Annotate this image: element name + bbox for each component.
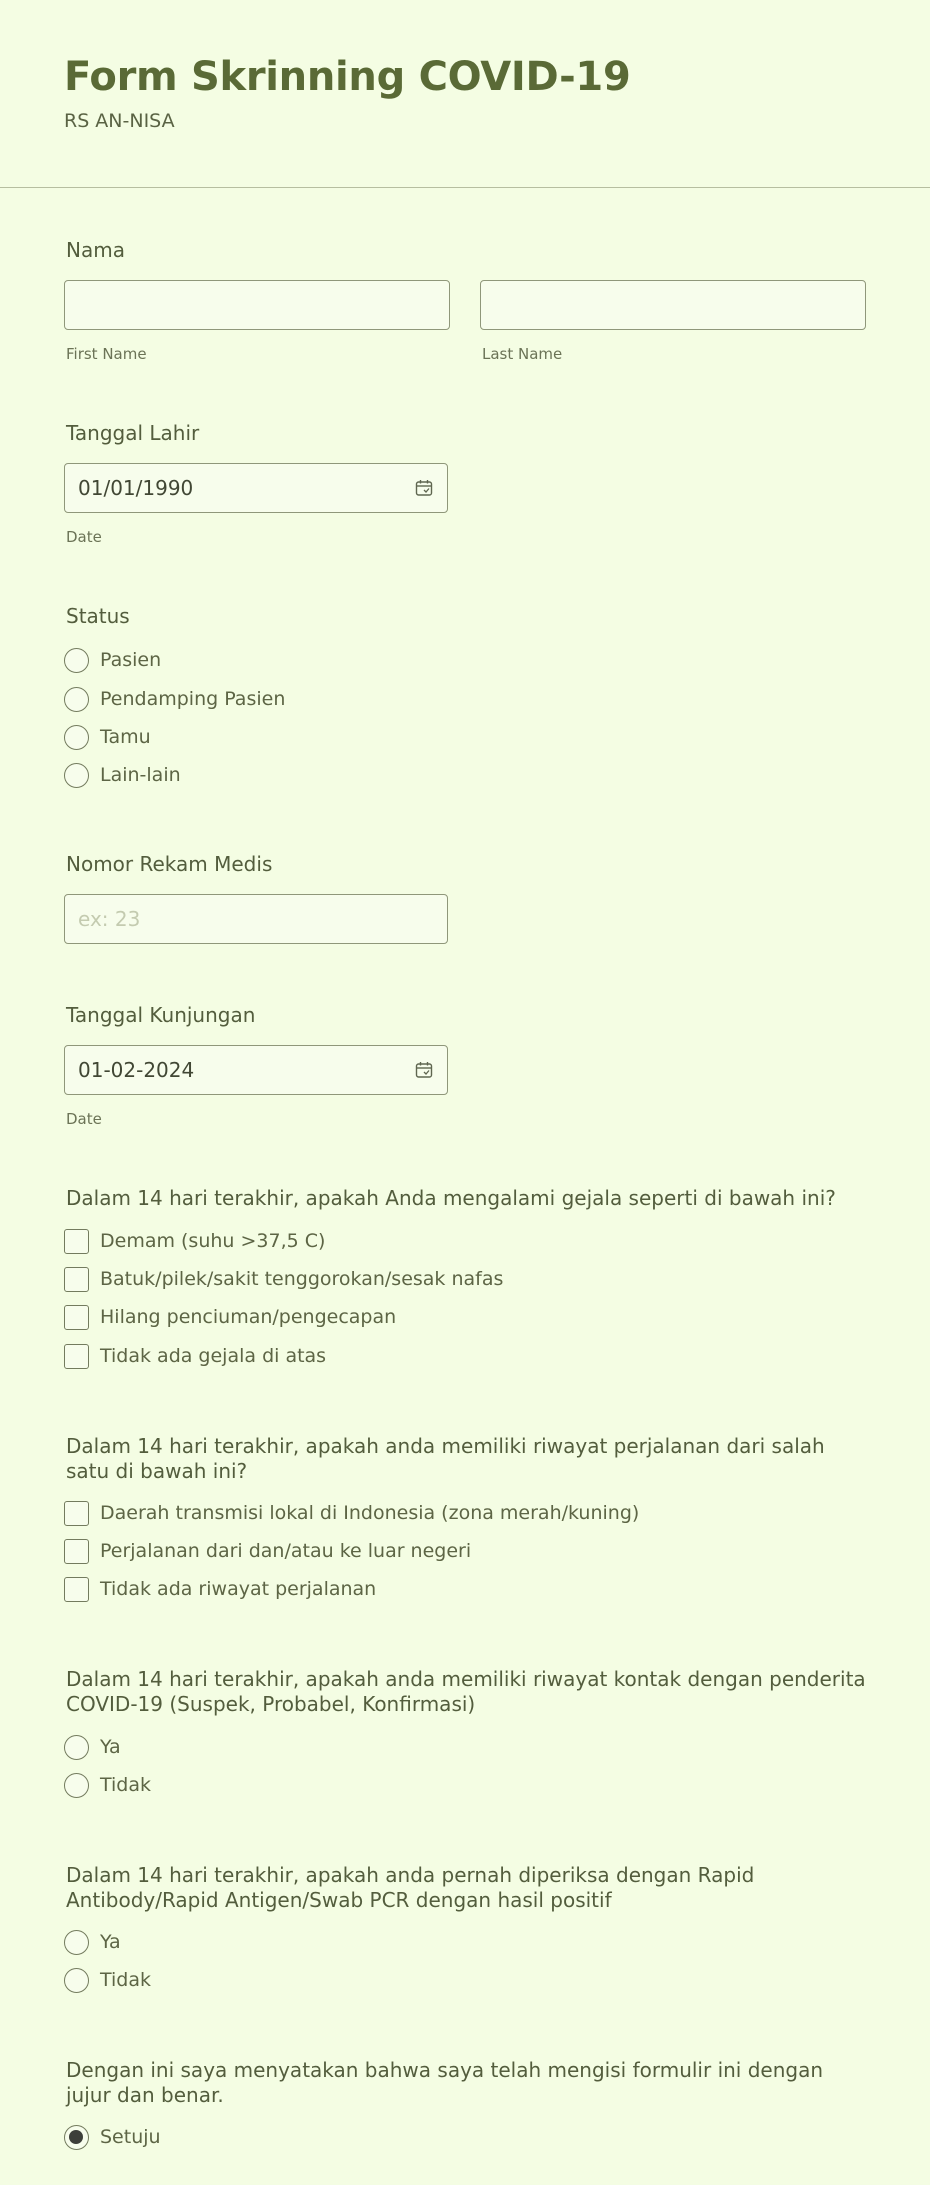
option-label: Tidak ada riwayat perjalanan <box>100 1578 377 1600</box>
test-option-ya[interactable] <box>64 1929 121 1955</box>
contact-option-tidak[interactable] <box>64 1772 151 1798</box>
radio-button[interactable] <box>64 1968 89 1993</box>
calendar-icon[interactable] <box>415 1061 433 1079</box>
radio-button[interactable] <box>64 648 89 673</box>
radio-button[interactable] <box>64 1735 89 1760</box>
option-label: Pasien <box>100 649 162 671</box>
birth-date-value: 01/01/1990 <box>78 476 194 500</box>
symptom-option-penciuman[interactable] <box>64 1304 396 1330</box>
status-option-pendamping[interactable] <box>64 686 285 712</box>
radio-button[interactable] <box>64 1930 89 1955</box>
option-label: Setuju <box>100 2126 161 2148</box>
option-label: Tidak ada gejala di atas <box>100 1345 327 1367</box>
status-label: Status <box>66 604 130 628</box>
first-name-sublabel: First Name <box>66 345 147 363</box>
last-name-sublabel: Last Name <box>482 345 563 363</box>
radio-button[interactable] <box>64 763 89 788</box>
radio-button-selected[interactable] <box>64 2125 89 2150</box>
travel-question: Dalam 14 hari terakhir, apakah anda memiliki riwayat perjalanan dari salah satu di bawah ini? <box>66 1434 825 1483</box>
symptom-option-demam[interactable] <box>64 1228 325 1254</box>
form-header <box>0 0 930 188</box>
option-label: Lain-lain <box>100 764 181 786</box>
option-label: Ya <box>100 1736 121 1758</box>
name-label: Nama <box>66 238 125 262</box>
option-label: Tamu <box>100 726 151 748</box>
contact-option-ya[interactable] <box>64 1734 121 1760</box>
checkbox[interactable] <box>64 1501 89 1526</box>
visit-date-label: Tanggal Kunjungan <box>66 1003 256 1027</box>
travel-option-luar-negeri[interactable] <box>64 1538 471 1564</box>
symptoms-question: Dalam 14 hari terakhir, apakah Anda mengalami gejala seperti di bawah ini? <box>66 1186 836 1210</box>
visit-date-value: 01-02-2024 <box>78 1058 195 1082</box>
visit-date-input[interactable] <box>64 1045 448 1095</box>
travel-option-tidak-ada[interactable] <box>64 1576 376 1602</box>
last-name-input[interactable] <box>480 280 866 330</box>
symptom-option-tidak-ada[interactable] <box>64 1343 326 1369</box>
option-label: Hilang penciuman/pengecapan <box>100 1306 397 1328</box>
option-label: Ya <box>100 1931 121 1953</box>
checkbox[interactable] <box>64 1344 89 1369</box>
travel-option-lokal[interactable] <box>64 1500 639 1526</box>
first-name-input[interactable] <box>64 280 450 330</box>
page-title: Form Skrinning COVID-19 <box>64 54 631 100</box>
option-label: Perjalanan dari dan/atau ke luar negeri <box>100 1540 472 1562</box>
radio-button[interactable] <box>64 1773 89 1798</box>
checkbox[interactable] <box>64 1577 89 1602</box>
radio-button[interactable] <box>64 725 89 750</box>
test-question: Dalam 14 hari terakhir, apakah anda pernah diperiksa dengan Rapid Antibody/Rapid Antigen/Swab PCR dengan hasil positif <box>66 1863 755 1912</box>
option-label: Demam (suhu >37,5 C) <box>100 1230 326 1252</box>
symptom-option-batuk[interactable] <box>64 1266 503 1292</box>
checkbox[interactable] <box>64 1305 89 1330</box>
page-subtitle: RS AN-NISA <box>64 110 175 132</box>
status-option-lain[interactable] <box>64 762 181 788</box>
birth-date-sublabel: Date <box>66 528 102 546</box>
status-option-pasien[interactable] <box>64 647 161 673</box>
birth-date-input[interactable] <box>64 463 448 513</box>
visit-date-sublabel: Date <box>66 1110 102 1128</box>
option-label: Tidak <box>100 1774 152 1796</box>
contact-question: Dalam 14 hari terakhir, apakah anda memiliki riwayat kontak dengan penderita COVID-19 (Suspek, Probabel, Konfirmasi) <box>66 1667 866 1716</box>
status-option-tamu[interactable] <box>64 724 151 750</box>
medical-record-input[interactable]: ex: 23 <box>64 894 448 944</box>
option-label: Daerah transmisi lokal di Indonesia (zona merah/kuning) <box>100 1502 640 1524</box>
option-label: Pendamping Pasien <box>100 688 286 710</box>
agreement-option-setuju[interactable] <box>64 2124 161 2150</box>
agreement-question: Dengan ini saya menyatakan bahwa saya telah mengisi formulir ini dengan jujur dan benar. <box>66 2058 824 2107</box>
calendar-icon[interactable] <box>415 479 433 497</box>
checkbox[interactable] <box>64 1229 89 1254</box>
checkbox[interactable] <box>64 1539 89 1564</box>
radio-button[interactable] <box>64 687 89 712</box>
checkbox[interactable] <box>64 1267 89 1292</box>
option-label: Batuk/pilek/sakit tenggorokan/sesak nafas <box>100 1268 504 1290</box>
medical-record-label: Nomor Rekam Medis <box>66 852 273 876</box>
test-option-tidak[interactable] <box>64 1967 151 1993</box>
birth-date-label: Tanggal Lahir <box>66 421 200 445</box>
option-label: Tidak <box>100 1969 152 1991</box>
